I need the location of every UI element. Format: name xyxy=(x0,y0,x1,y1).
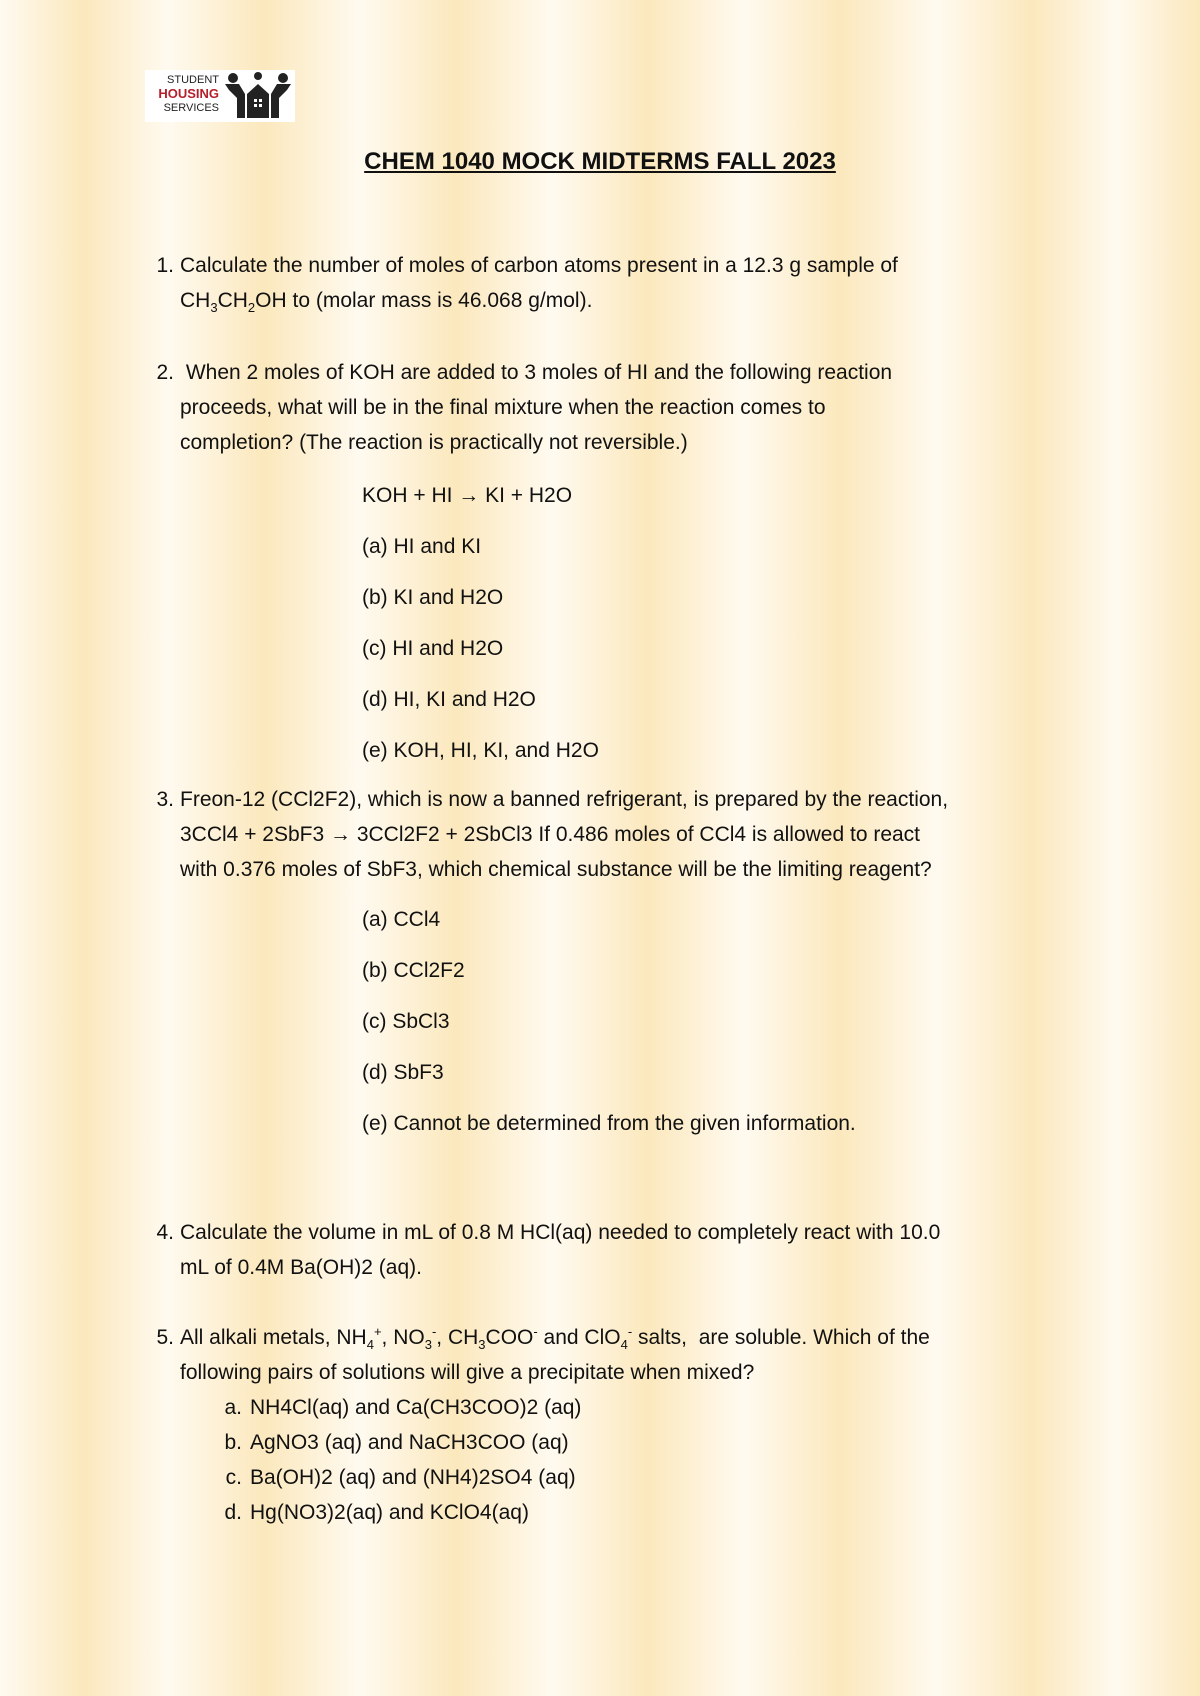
sub-option-label: b. xyxy=(224,1431,242,1454)
question-number: 5. xyxy=(156,1326,174,1349)
page-title: CHEM 1040 MOCK MIDTERMS FALL 2023 xyxy=(364,148,836,175)
question-text-line: mL of 0.4M Ba(OH)2 (aq). xyxy=(180,1256,422,1279)
text-part: All alkali metals, NH xyxy=(180,1326,367,1349)
formula-part: OH to (molar mass is 46.068 g/mol). xyxy=(255,289,593,312)
answer-option: (a) HI and KI xyxy=(362,535,482,558)
formula-part: CH xyxy=(217,289,248,312)
sub-option xyxy=(225,1460,576,1495)
question-2 xyxy=(156,355,1060,460)
answer-option: (d) SbF3 xyxy=(362,1061,444,1084)
question-text-line: with 0.376 moles of SbF3, which chemical substance will be the limiting reagent? xyxy=(180,858,932,881)
text-part: and ClO xyxy=(537,1326,621,1349)
subscript: 3 xyxy=(210,300,218,316)
question-5 xyxy=(156,1320,1060,1390)
subscript: 4 xyxy=(366,1337,374,1353)
question-text-line: 3CCl4 + 2SbF3 → 3CCl2F2 + 2SbCl3 If 0.486 moles of CCl4 is allowed to react xyxy=(180,823,921,846)
subscript: 4 xyxy=(620,1337,628,1353)
text-part: , CH xyxy=(436,1326,479,1349)
question-text-line xyxy=(180,283,1060,318)
question-text-line: Calculate the volume in mL of 0.8 M HCl(aq) needed to completely react with 10.0 xyxy=(180,1221,941,1244)
logo-line-1: STUDENT xyxy=(167,74,219,86)
sub-option-text: AgNO3 (aq) and NaCH3COO (aq) xyxy=(250,1431,569,1454)
student-housing-logo xyxy=(145,70,295,122)
answer-option: (e) Cannot be determined from the given information. xyxy=(362,1112,856,1135)
question-3 xyxy=(156,782,1060,887)
logo-line-3: SERVICES xyxy=(163,102,219,114)
subscript: 3 xyxy=(478,1337,486,1353)
question-number: 1. xyxy=(156,254,174,277)
superscript: - xyxy=(533,1324,538,1339)
question-text-line: When 2 moles of KOH are added to 3 moles of HI and the following reaction xyxy=(180,361,893,384)
people-house-icon xyxy=(225,72,291,120)
sub-option-text: Ba(OH)2 (aq) and (NH4)2SO4 (aq) xyxy=(250,1466,576,1489)
sub-option-label: c. xyxy=(225,1466,242,1489)
answer-option: (c) SbCl3 xyxy=(362,1010,450,1033)
question-text-line: proceeds, what will be in the final mixture when the reaction comes to xyxy=(180,396,826,419)
logo-text xyxy=(149,73,219,115)
formula-part: CH xyxy=(180,289,211,312)
logo-line-2: HOUSING xyxy=(158,86,219,101)
answer-option: (a) CCl4 xyxy=(362,908,441,931)
answer-option: (e) KOH, HI, KI, and H2O xyxy=(362,739,599,762)
question-number: 4. xyxy=(156,1221,174,1244)
answer-option: (b) CCl2F2 xyxy=(362,959,465,982)
reaction-equation: KOH + HI → KI + H2O xyxy=(362,484,573,507)
sub-option xyxy=(224,1390,582,1425)
question-text-line xyxy=(180,1320,1060,1355)
sub-option xyxy=(224,1495,529,1530)
text-part: COO xyxy=(485,1326,534,1349)
question-text-line: following pairs of solutions will give a precipitate when mixed? xyxy=(180,1361,755,1384)
superscript: - xyxy=(431,1324,437,1339)
answer-option: (c) HI and H2O xyxy=(362,637,504,660)
question-text-line: Calculate the number of moles of carbon atoms present in a 12.3 g sample of xyxy=(180,254,898,277)
question-1 xyxy=(156,248,1060,318)
answer-option: (b) KI and H2O xyxy=(362,586,504,609)
sub-option-text: NH4Cl(aq) and Ca(CH3COO)2 (aq) xyxy=(250,1396,582,1419)
text-part: , NO xyxy=(381,1326,425,1349)
question-number: 3. xyxy=(156,788,174,811)
question-4 xyxy=(156,1215,1060,1285)
text-part: salts, are soluble. Which of the xyxy=(632,1326,930,1349)
sub-option-text: Hg(NO3)2(aq) and KClO4(aq) xyxy=(250,1501,529,1524)
subscript: 2 xyxy=(247,300,256,316)
question-text-line: completion? (The reaction is practically not reversible.) xyxy=(180,431,688,454)
sub-option-label: d. xyxy=(224,1501,242,1524)
superscript: + xyxy=(373,1324,382,1339)
sub-option xyxy=(224,1425,569,1460)
sub-option-label: a. xyxy=(224,1396,242,1419)
subscript: 3 xyxy=(424,1337,432,1353)
superscript: - xyxy=(627,1324,633,1339)
answer-option: (d) HI, KI and H2O xyxy=(362,688,536,711)
question-text-line: Freon-12 (CCl2F2), which is now a banned refrigerant, is prepared by the reaction, xyxy=(180,788,949,811)
question-number: 2. xyxy=(156,361,174,384)
